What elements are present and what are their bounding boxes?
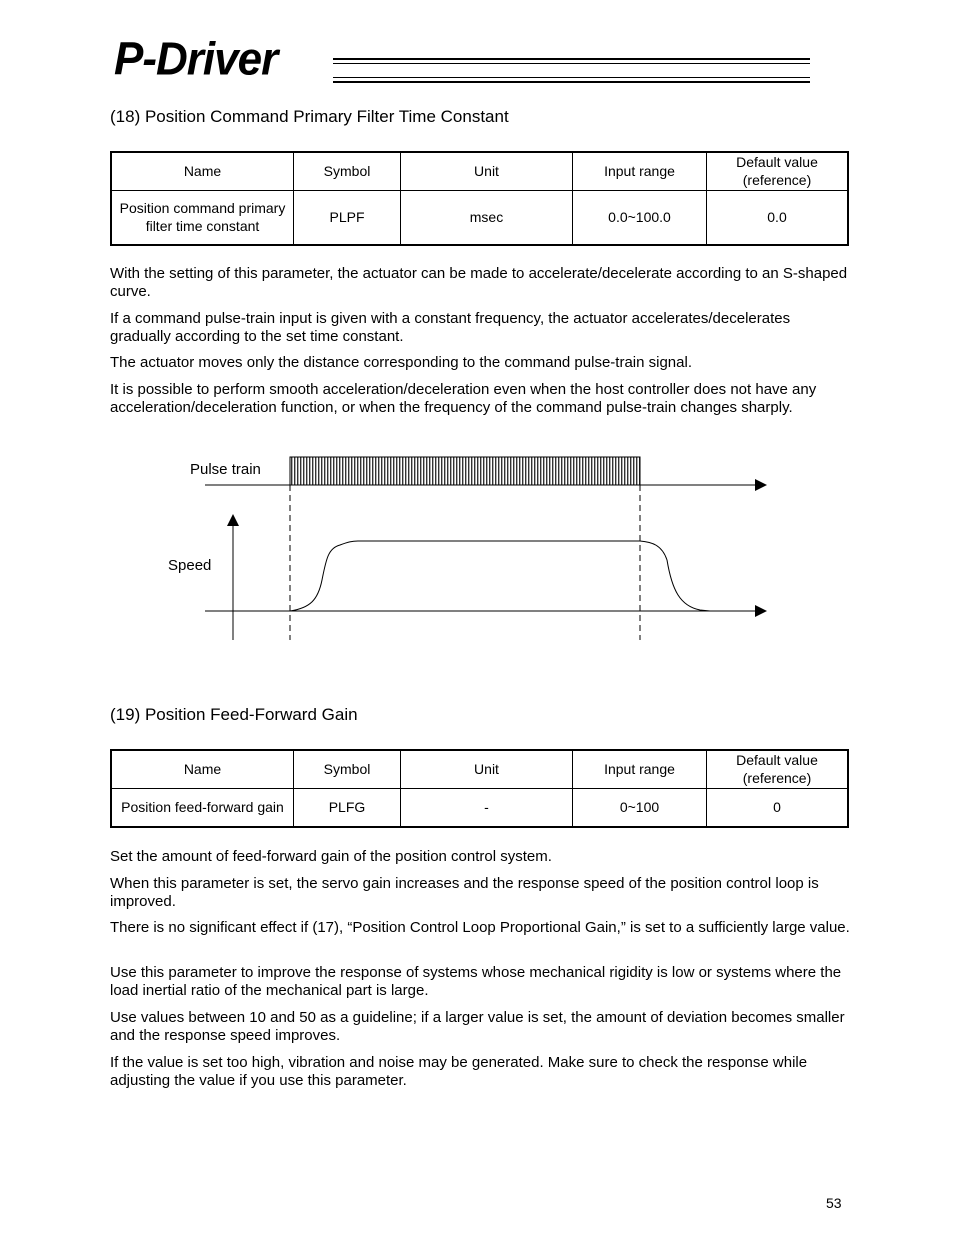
arrow-icon bbox=[755, 605, 767, 617]
cell-default: 0 bbox=[707, 788, 849, 827]
cell-unit: msec bbox=[401, 190, 573, 245]
header-unit: Unit bbox=[401, 152, 573, 190]
paragraph: If the value is set too high, vibration and noise may be generated. Make sure to check the response while adjusting the value if you use this parameter. bbox=[110, 1054, 808, 1089]
header-unit: Unit bbox=[401, 750, 573, 788]
speed-label: Speed bbox=[168, 557, 212, 574]
paragraph: Set the amount of feed-forward gain of the position control system. bbox=[110, 848, 552, 865]
header-default: Default value (reference) bbox=[707, 152, 849, 190]
arrow-icon bbox=[227, 514, 239, 526]
speed-curve bbox=[290, 541, 710, 611]
cell-name: Position command primary filter time constant bbox=[111, 190, 294, 245]
header-input-range: Input range bbox=[573, 750, 707, 788]
paragraph: There is no significant effect if (17), “Position Control Loop Proportional Gain,” is set to a sufficiently large value. bbox=[110, 919, 850, 936]
header-name: Name bbox=[111, 750, 294, 788]
header-default: Default value (reference) bbox=[707, 750, 849, 788]
arrow-icon bbox=[755, 479, 767, 491]
section-18-title: (18) Position Command Primary Filter Time Constant bbox=[110, 107, 509, 126]
paragraph: When this parameter is set, the servo gain increases and the response speed of the position control loop is improved. bbox=[110, 875, 819, 910]
header-name: Name bbox=[111, 152, 294, 190]
section-19-title: (19) Position Feed-Forward Gain bbox=[110, 705, 358, 724]
cell-symbol: PLPF bbox=[294, 190, 401, 245]
paragraph: It is possible to perform smooth acceleration/deceleration even when the host controller does not have any acceleration/deceleration function, or when the frequency of the command pulse-train changes sharply. bbox=[110, 381, 817, 416]
p-driver-logo: P-Driver bbox=[114, 33, 278, 86]
header-symbol: Symbol bbox=[294, 152, 401, 190]
paragraph: With the setting of this parameter, the actuator can be made to accelerate/decelerate according to an S-shaped curve. bbox=[110, 265, 848, 300]
cell-input-range: 0.0~100.0 bbox=[573, 190, 707, 245]
paragraph: If a command pulse-train input is given with a constant frequency, the actuator accelerates/decelerates gradually according to the set time constant. bbox=[110, 310, 791, 345]
parameter-table-19 bbox=[110, 749, 849, 828]
cell-name: Position feed-forward gain bbox=[111, 788, 294, 827]
header-symbol: Symbol bbox=[294, 750, 401, 788]
pulse-train-label: Pulse train bbox=[190, 461, 261, 478]
cell-symbol: PLFG bbox=[294, 788, 401, 827]
paragraph: The actuator moves only the distance corresponding to the command pulse-train signal. bbox=[110, 354, 692, 371]
paragraph: Use this parameter to improve the response of systems whose mechanical rigidity is low or systems where the load inertial ratio of the mechanical part is large. bbox=[110, 964, 842, 999]
pulse-train-block bbox=[290, 457, 640, 485]
header-input-range: Input range bbox=[573, 152, 707, 190]
cell-default: 0.0 bbox=[707, 190, 849, 245]
paragraph: Use values between 10 and 50 as a guideline; if a larger value is set, the amount of deviation becomes smaller and the response speed improves. bbox=[110, 1009, 845, 1044]
page-number: 53 bbox=[826, 1195, 842, 1211]
cell-unit: - bbox=[401, 788, 573, 827]
cell-input-range: 0~100 bbox=[573, 788, 707, 827]
